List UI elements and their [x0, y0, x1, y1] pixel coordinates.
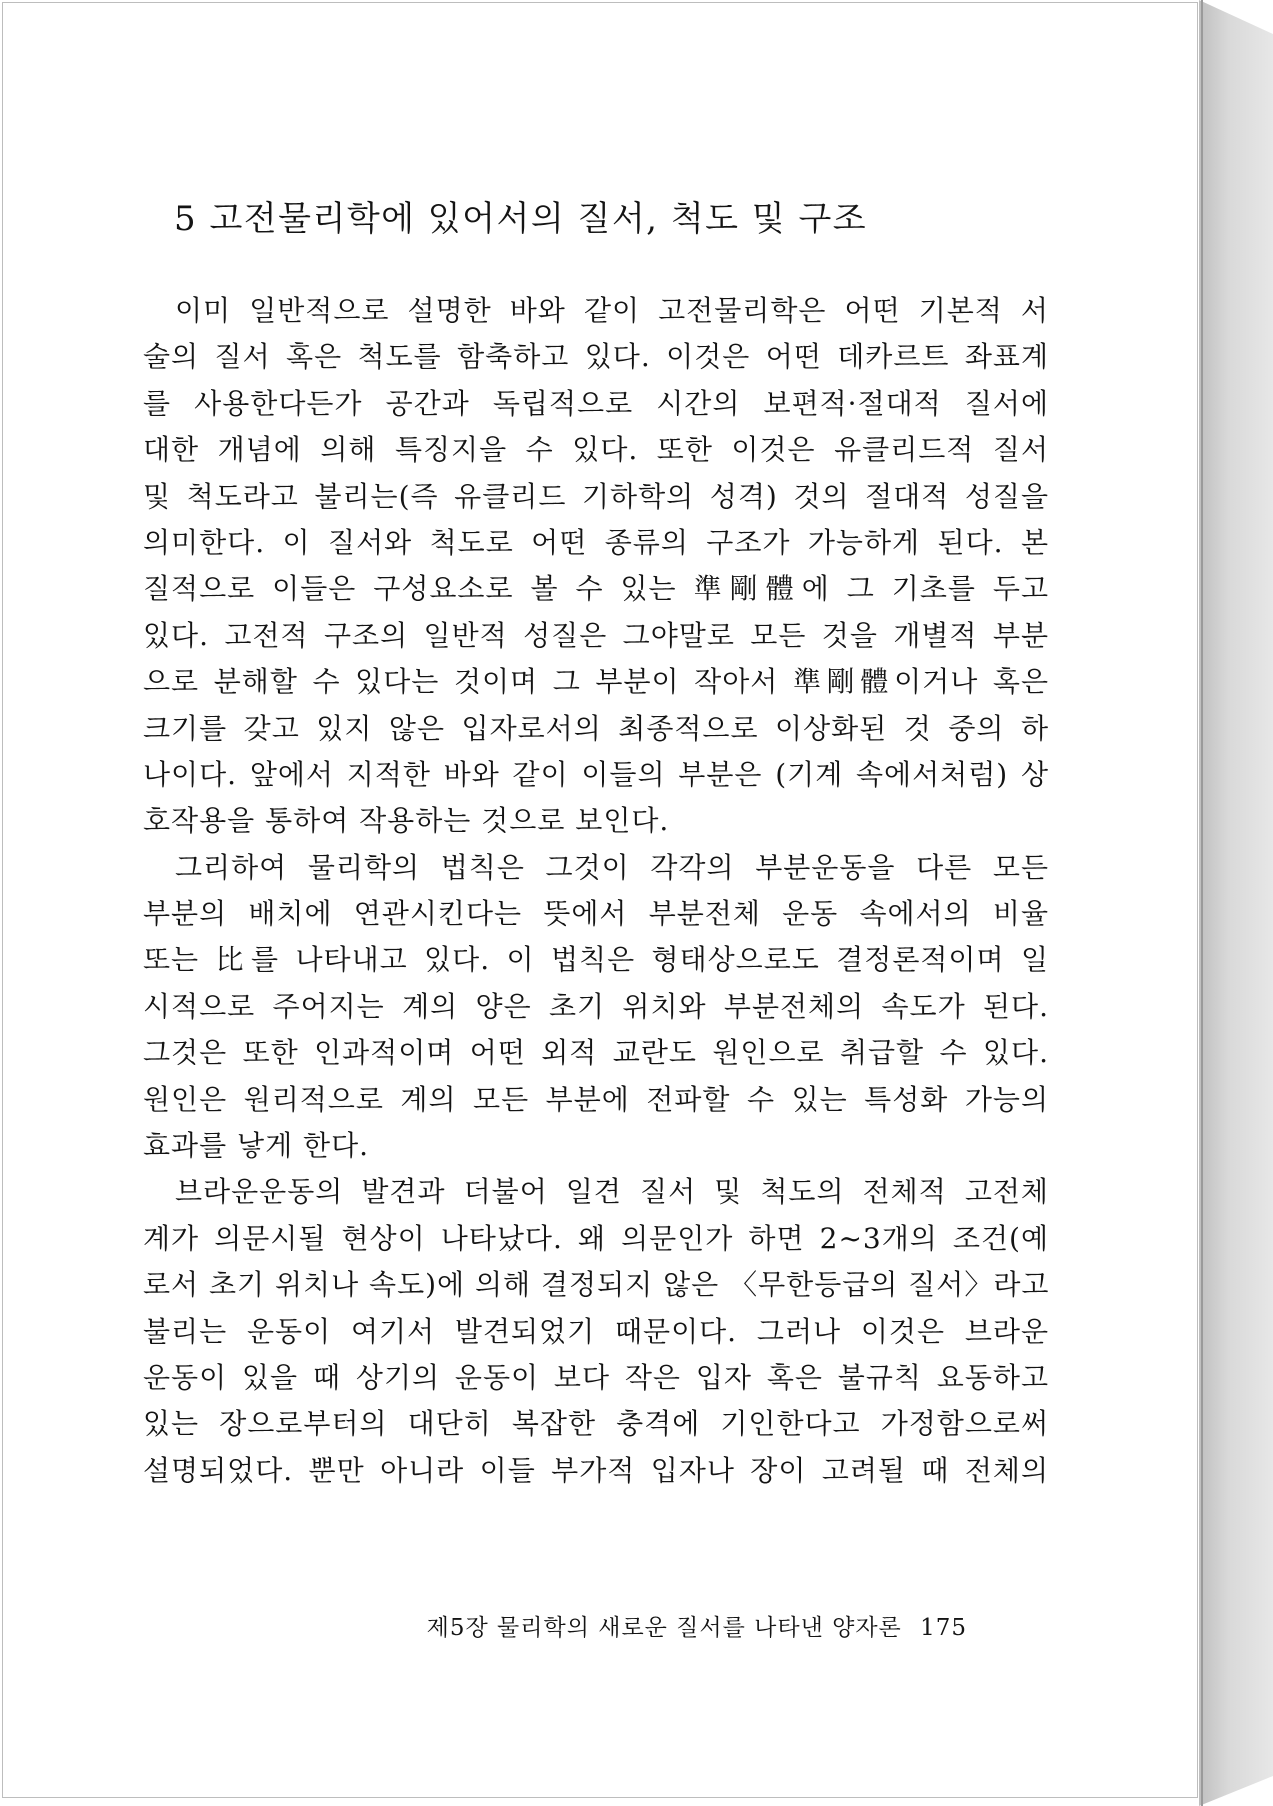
- text-line: 술의 질서 혹은 척도를 함축하고 있다. 이것은 어떤 데카르트 좌표계: [143, 340, 1049, 374]
- text-line: 나이다. 앞에서 지적한 바와 같이 이들의 부분은 (기계 속에서처럼) 상: [143, 757, 1049, 791]
- text-line: 원인은 원리적으로 계의 모든 부분에 전파할 수 있는 특성화 가능의: [143, 1082, 1049, 1116]
- text-line: 이미 일반적으로 설명한 바와 같이 고전물리학은 어떤 기본적 서: [175, 294, 1049, 327]
- page-number: 175: [920, 1615, 967, 1641]
- section-heading: 5 고전물리학에 있어서의 질서, 척도 및 구조: [174, 199, 868, 239]
- page-edge-line: [1201, 0, 1203, 1806]
- text-line: 로서 초기 위치나 속도)에 의해 결정되지 않은 〈무한등급의 질서〉라고: [143, 1268, 1049, 1302]
- text-line: 운동이 있을 때 상기의 운동이 보다 작은 입자 혹은 불규칙 요동하고: [143, 1360, 1049, 1394]
- text-line: 효과를 낳게 한다.: [143, 1129, 370, 1163]
- text-line: 또는 比를 나타내고 있다. 이 법칙은 형태상으로도 결정론적이며 일: [143, 943, 1049, 977]
- text-line: 계가 의문시될 현상이 나타났다. 왜 의문인가 하면 2~3개의 조건(예: [143, 1221, 1049, 1255]
- text-line: 호작용을 통하여 작용하는 것으로 보인다.: [143, 804, 670, 838]
- text-line: 그리하여 물리학의 법칙은 그것이 각각의 부분운동을 다른 모든: [175, 850, 1049, 884]
- text-line: 으로 분해할 수 있다는 것이며 그 부분이 작아서 準剛體이거나 혹은: [143, 665, 1049, 699]
- text-line: 크기를 갖고 있지 않은 입자로서의 최종적으로 이상화된 것 중의 하: [143, 711, 1049, 745]
- page-stack-edge: [1199, 0, 1273, 1806]
- text-line: 부분의 배치에 연관시킨다는 뜻에서 부분전체 운동 속에서의 비율: [143, 897, 1049, 931]
- text-line: 시적으로 주어지는 계의 양은 초기 위치와 부분전체의 속도가 된다.: [143, 989, 1049, 1023]
- running-footer: [427, 1609, 967, 1642]
- text-line: 의미한다. 이 질서와 척도로 어떤 종류의 구조가 가능하게 된다. 본: [143, 525, 1049, 559]
- text-line: 불리는 운동이 여기서 발견되었기 때문이다. 그러나 이것은 브라운: [143, 1314, 1049, 1348]
- book-page: [2, 2, 1198, 1798]
- text-line: 있는 장으로부터의 대단히 복잡한 충격에 기인한다고 가정함으로써: [143, 1407, 1049, 1441]
- text-line: 대한 개념에 의해 특징지을 수 있다. 또한 이것은 유클리드적 질서: [143, 433, 1049, 467]
- text-line: 및 척도라고 불리는(즉 유클리드 기하학의 성격) 것의 절대적 성질을: [143, 479, 1049, 513]
- body-text: [143, 288, 1049, 1494]
- text-line: 설명되었다. 뿐만 아니라 이들 부가적 입자나 장이 고려될 때 전체의: [143, 1453, 1049, 1487]
- text-line: 있다. 고전적 구조의 일반적 성질은 그야말로 모든 것을 개별적 부분: [143, 618, 1049, 652]
- chapter-title: 제5장 물리학의 새로운 질서를 나타낸 양자론: [426, 1615, 902, 1641]
- text-line: 를 사용한다든가 공간과 독립적으로 시간의 보편적·절대적 질서에: [143, 386, 1049, 420]
- page-edge-shading: [1199, 0, 1273, 1806]
- text-line: 브라운운동의 발견과 더불어 일견 질서 및 척도의 전체적 고전체: [175, 1175, 1049, 1209]
- text-line: 질적으로 이들은 구성요소로 볼 수 있는 準剛體에 그 기초를 두고: [143, 572, 1049, 606]
- text-line: 그것은 또한 인과적이며 어떤 외적 교란도 원인으로 취급할 수 있다.: [143, 1036, 1049, 1070]
